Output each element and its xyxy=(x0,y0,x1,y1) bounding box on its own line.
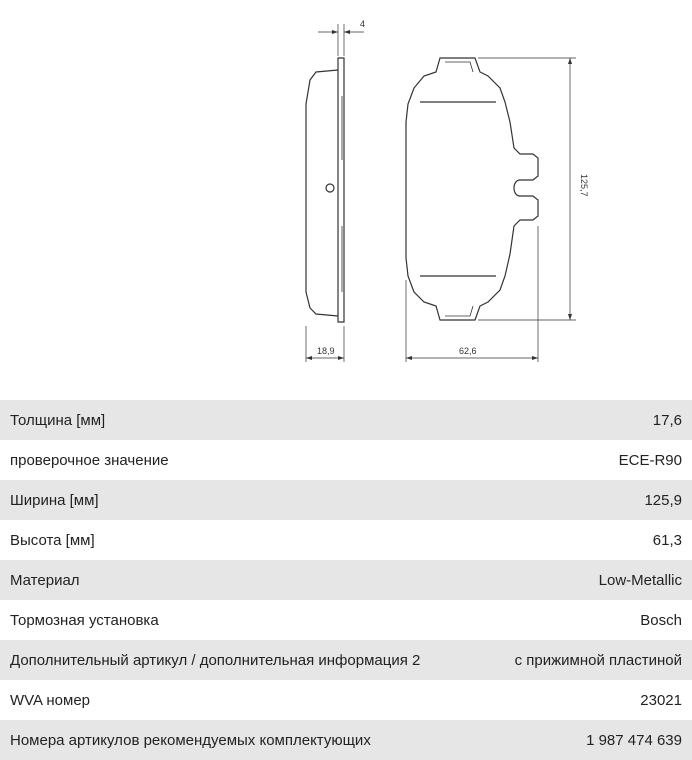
spec-row-brake-system xyxy=(0,600,692,640)
dim-label-backing-thickness: 4 xyxy=(360,19,366,29)
wear-sensor-hole xyxy=(326,184,334,192)
dim-label-pad-thickness: 18,9 xyxy=(317,346,335,356)
spec-value: 17,6 xyxy=(652,411,682,429)
front-view-outline xyxy=(406,58,538,320)
spec-value: Low-Metallic xyxy=(598,571,682,589)
spec-value: 125,9 xyxy=(644,491,682,509)
spec-row-test-value xyxy=(0,440,692,480)
spec-value: 1 987 474 639 xyxy=(586,731,682,749)
spec-label: Дополнительный артикул / дополнительная информация 2 xyxy=(10,651,421,669)
spec-row-additional-info xyxy=(0,640,692,680)
spec-value: 61,3 xyxy=(652,531,682,549)
spec-label: Толщина [мм] xyxy=(10,411,106,429)
spec-row-wva-number xyxy=(0,680,692,720)
side-view-friction-pad xyxy=(306,70,338,316)
spec-row-height xyxy=(0,520,692,560)
spec-value: Bosch xyxy=(640,611,682,629)
dim-label-pad-width: 62,6 xyxy=(459,346,477,356)
spec-label: Ширина [мм] xyxy=(10,491,99,509)
spec-label: Тормозная установка xyxy=(10,611,159,629)
side-view-backing-plate xyxy=(338,58,344,322)
specifications-table xyxy=(0,400,692,760)
spec-row-thickness xyxy=(0,400,692,440)
spec-value: 23021 xyxy=(640,691,682,709)
spec-value: ECE-R90 xyxy=(618,451,682,469)
dim-label-pad-height: 125,7 xyxy=(579,174,589,197)
spec-row-material xyxy=(0,560,692,600)
spec-label: проверочное значение xyxy=(10,451,169,469)
spec-label: Высота [мм] xyxy=(10,531,95,549)
spec-label: Материал xyxy=(10,571,80,589)
spec-value: с прижимной пластиной xyxy=(514,651,682,669)
spec-row-width xyxy=(0,480,692,520)
spec-label: WVA номер xyxy=(10,691,91,709)
spec-row-accessory-numbers xyxy=(0,720,692,760)
spec-label: Номера артикулов рекомендуемых комплектующих xyxy=(10,731,371,749)
